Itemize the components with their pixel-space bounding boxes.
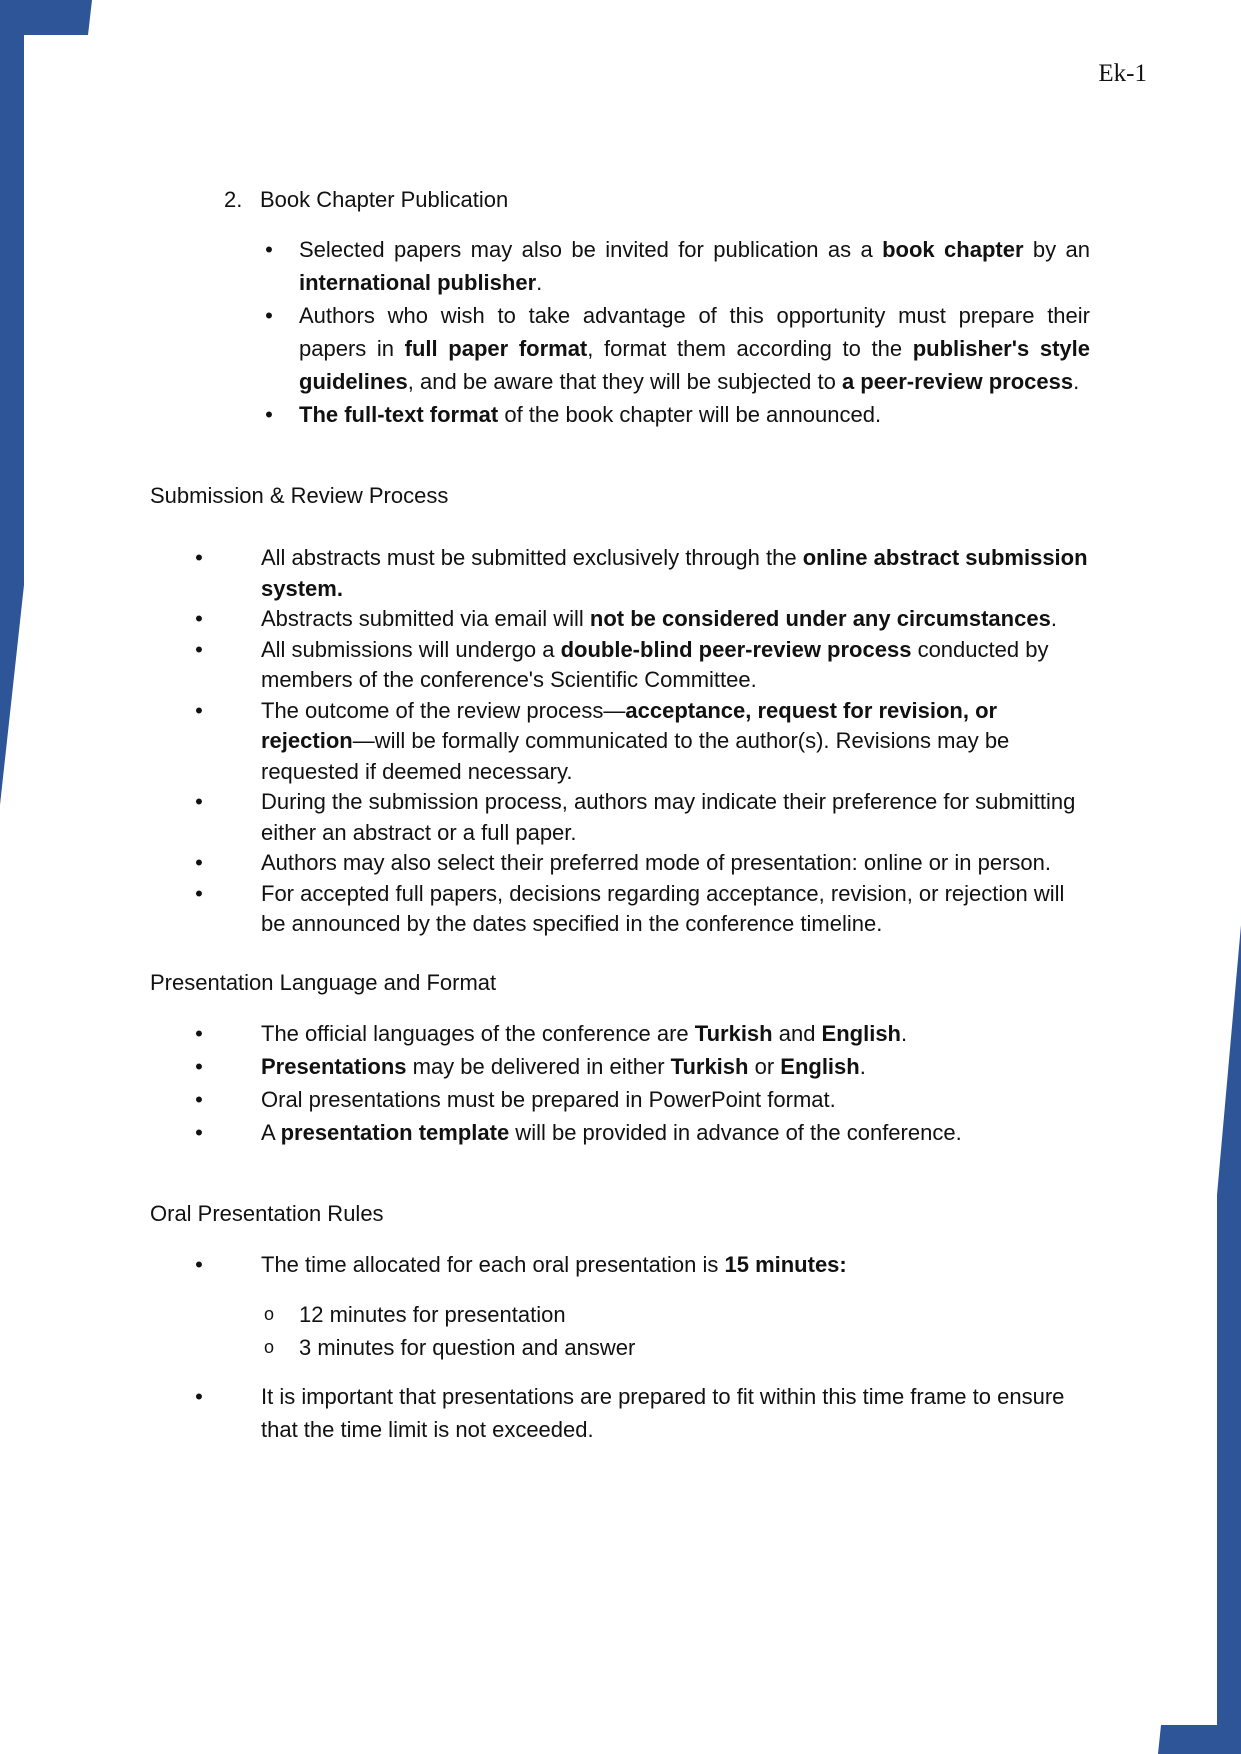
text-run: presentation template bbox=[280, 1120, 510, 1145]
text-run: not be considered under any circumstances bbox=[589, 606, 1051, 631]
text-run: full paper format bbox=[404, 336, 588, 361]
text-run: Authors who wish to take advantage of this opportunity must prepare their papers in bbox=[299, 303, 1090, 361]
text-run: online abstract submission system. bbox=[261, 545, 1088, 601]
bullet-icon: • bbox=[195, 545, 203, 570]
text-run: . bbox=[536, 270, 543, 295]
text-run: international publisher bbox=[299, 270, 537, 295]
submission-list bbox=[186, 543, 1091, 940]
bullet-icon: • bbox=[265, 402, 273, 427]
sublist-item bbox=[262, 1298, 635, 1331]
bullet-icon: • bbox=[195, 1120, 203, 1145]
book-chapter-section bbox=[224, 183, 1104, 216]
text-run: book chapter bbox=[882, 237, 1024, 262]
text-run: Turkish bbox=[694, 1021, 773, 1046]
list-item bbox=[186, 635, 1091, 696]
text-run: Presentations bbox=[261, 1054, 407, 1079]
text-run: of the book chapter will be announced. bbox=[498, 402, 882, 427]
text-run: It is important that presentations are prepared to fit within this time frame to ensure that the time limit is not exceeded. bbox=[261, 1384, 1065, 1442]
list-item bbox=[186, 1380, 1091, 1446]
list-item bbox=[299, 299, 1090, 398]
text-run: publisher's style guidelines bbox=[299, 336, 1090, 394]
bullet-icon: • bbox=[195, 606, 203, 631]
list-item bbox=[186, 1116, 1091, 1149]
list-number: 2. bbox=[224, 187, 243, 212]
text-run: 12 minutes for presentation bbox=[299, 1302, 566, 1327]
text-run: double-blind peer-review process bbox=[560, 636, 912, 662]
text-run: During the submission process, authors may indicate their preference for submitting either an abstract or a full paper. bbox=[261, 789, 1076, 845]
language-heading: Presentation Language and Format bbox=[150, 970, 497, 995]
text-run: Selected papers may also be invited for publication as a bbox=[299, 237, 883, 262]
bottom-right-border-shape bbox=[1158, 925, 1241, 1754]
bullet-icon: • bbox=[195, 1252, 203, 1277]
text-run: may be delivered in either bbox=[406, 1054, 671, 1079]
bullet-icon: • bbox=[195, 789, 203, 814]
text-run: . bbox=[901, 1021, 908, 1046]
list-item bbox=[186, 1248, 1091, 1281]
text-run: —will be formally communicated to the author(s). Revisions may be requested if deemed necessary. bbox=[261, 728, 1010, 784]
text-run: Abstracts submitted via email will bbox=[261, 606, 590, 631]
text-run: A bbox=[261, 1120, 281, 1145]
text-run: Authors may also select their preferred mode of presentation: online or in person. bbox=[261, 850, 1051, 875]
text-run: conducted by members of the conference's Scientific Committee. bbox=[261, 636, 1049, 692]
list-item bbox=[299, 233, 1090, 299]
bullet-icon: • bbox=[195, 1087, 203, 1112]
text-run: English bbox=[780, 1054, 860, 1079]
bullet-icon: • bbox=[195, 1384, 203, 1409]
text-run: The outcome of the review process— bbox=[261, 697, 626, 723]
text-run: For accepted full papers, decisions regarding acceptance, revision, or rejection will be announced by the dates specified in the conference timeline. bbox=[261, 880, 1065, 936]
text-run: . bbox=[1050, 606, 1057, 631]
circle-bullet-icon: o bbox=[263, 1304, 274, 1324]
text-run: Oral presentations must be prepared in PowerPoint format. bbox=[261, 1087, 836, 1112]
bullet-icon: • bbox=[265, 303, 273, 328]
text-run: All abstracts must be submitted exclusively through the bbox=[261, 545, 803, 570]
text-run: acceptance, request for revision, or rejection bbox=[261, 697, 998, 753]
bullet-icon: • bbox=[195, 1021, 203, 1046]
language-list bbox=[186, 1017, 1091, 1149]
text-run: Turkish bbox=[670, 1054, 749, 1079]
text-run: The time allocated for each oral presentation is bbox=[261, 1252, 725, 1277]
list-item bbox=[186, 879, 1091, 940]
list-item bbox=[186, 787, 1091, 848]
text-run: All submissions will undergo a bbox=[261, 636, 561, 662]
list-item bbox=[186, 696, 1091, 788]
top-left-border-shape bbox=[0, 0, 92, 805]
text-run: . bbox=[859, 1054, 866, 1079]
list-item bbox=[186, 1083, 1091, 1116]
oral-list-continued bbox=[186, 1380, 1091, 1446]
book-chapter-heading bbox=[224, 183, 1104, 216]
list-item bbox=[186, 848, 1091, 879]
text-run: English bbox=[821, 1021, 901, 1046]
list-item bbox=[186, 1017, 1091, 1050]
list-item bbox=[299, 398, 1099, 431]
text-run: , format them according to the bbox=[587, 336, 913, 361]
page-label: Ek-1 bbox=[1098, 60, 1147, 87]
bullet-icon: • bbox=[195, 1054, 203, 1079]
oral-list bbox=[186, 1248, 1091, 1281]
text-run: . bbox=[1073, 369, 1080, 394]
text-run: or bbox=[748, 1054, 781, 1079]
text-run: and bbox=[772, 1021, 822, 1046]
text-run: , and be aware that they will be subjected to bbox=[407, 369, 842, 394]
list-item bbox=[186, 604, 1091, 635]
circle-bullet-icon: o bbox=[263, 1337, 274, 1357]
bullet-icon: • bbox=[265, 237, 273, 262]
text-run: The full-text format bbox=[299, 402, 499, 427]
bullet-icon: • bbox=[195, 697, 203, 723]
text-run: The official languages of the conference are bbox=[261, 1021, 695, 1046]
bullet-icon: • bbox=[195, 880, 203, 906]
list-item bbox=[186, 1050, 1091, 1083]
text-run: by an bbox=[1023, 237, 1090, 262]
text-run: 3 minutes for question and answer bbox=[299, 1335, 636, 1360]
submission-heading: Submission & Review Process bbox=[150, 483, 449, 508]
oral-sublist bbox=[262, 1298, 635, 1364]
sublist-item bbox=[262, 1331, 635, 1364]
list-item bbox=[186, 543, 1091, 604]
oral-heading: Oral Presentation Rules bbox=[150, 1201, 384, 1226]
text-run: will be provided in advance of the conference. bbox=[509, 1120, 962, 1145]
book-chapter-title: Book Chapter Publication bbox=[260, 187, 509, 212]
text-run: a peer-review process bbox=[841, 369, 1074, 394]
text-run: 15 minutes: bbox=[724, 1252, 847, 1277]
bullet-icon: • bbox=[195, 636, 203, 662]
bullet-icon: • bbox=[195, 850, 203, 875]
